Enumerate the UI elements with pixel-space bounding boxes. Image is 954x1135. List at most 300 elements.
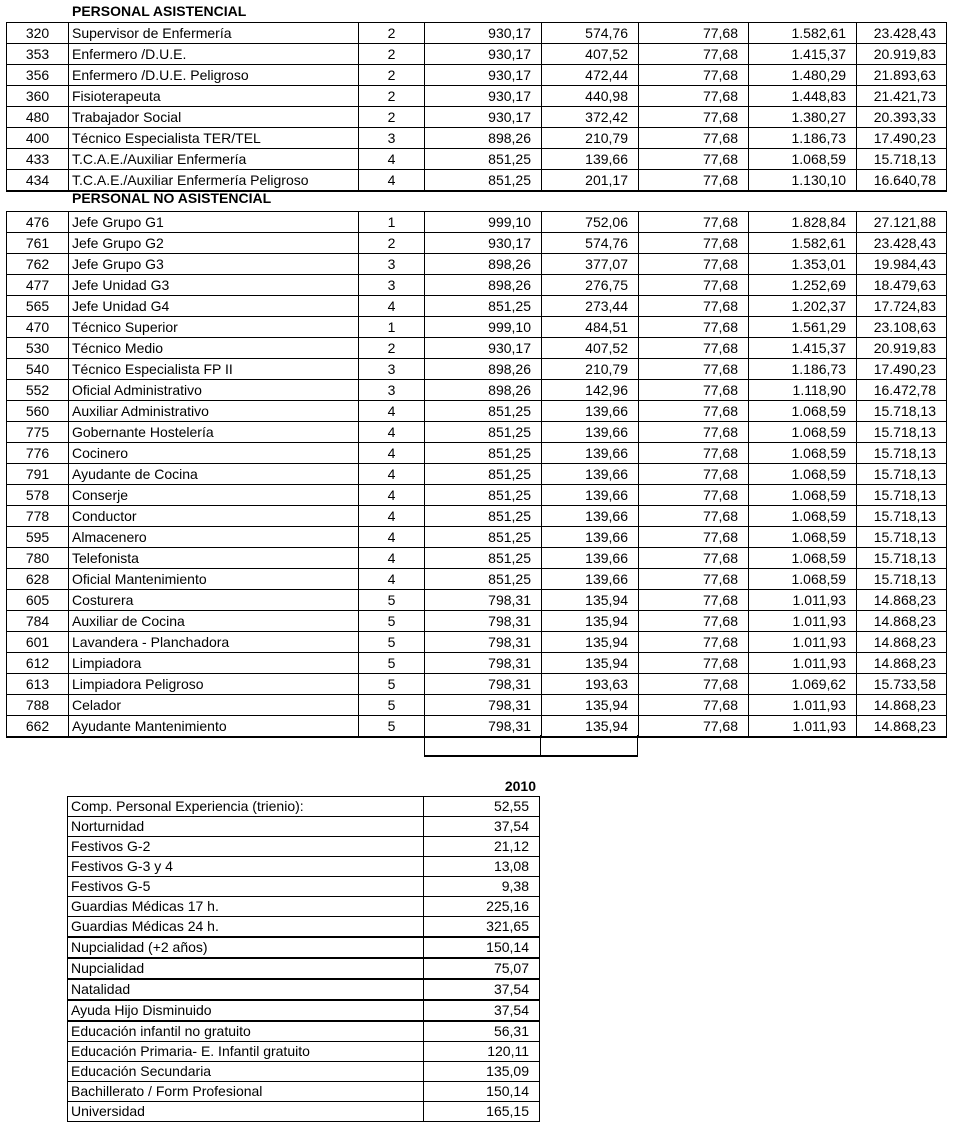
cell-plus: 77,68 [639,212,749,233]
cell-plus: 77,68 [639,128,749,149]
cell-category: Auxiliar de Cocina [69,611,359,632]
cell-group: 3 [359,254,425,275]
table-row [7,674,947,695]
cell-salary-base: 851,25 [425,548,542,569]
table-row [68,797,540,817]
cell-annual-total: 27.121,88 [857,212,947,233]
cell-plus: 77,68 [639,506,749,527]
cell-category: Limpiadora Peligroso [69,674,359,695]
cell-salary-base: 851,25 [425,443,542,464]
cell-annual-total: 15.718,13 [857,527,947,548]
table-row [7,86,947,107]
table-row [7,716,947,738]
cell-code: 775 [7,422,69,443]
table-row [68,1102,540,1122]
cell-plus: 77,68 [639,422,749,443]
cell-monthly-total: 1.561,29 [749,317,857,338]
cell-monthly-total: 1.828,84 [749,212,857,233]
table-row [7,170,947,192]
cell-group: 2 [359,23,425,44]
cell-category: Almacenero [69,527,359,548]
cell-complement: 210,79 [542,359,639,380]
cell-plus: 77,68 [639,674,749,695]
table-row [7,695,947,716]
table-row [7,485,947,506]
cell-plus: 77,68 [639,695,749,716]
cell-annual-total: 19.984,43 [857,254,947,275]
cell-salary-base: 898,26 [425,254,542,275]
cell-group: 3 [359,128,425,149]
cell-annual-total: 21.421,73 [857,86,947,107]
cell-annual-total: 20.393,33 [857,107,947,128]
extras-amount: 135,09 [424,1062,540,1082]
table-row [7,590,947,611]
cell-monthly-total: 1.186,73 [749,128,857,149]
cell-salary-base: 851,25 [425,401,542,422]
cell-group: 5 [359,695,425,716]
extras-concept: Nupcialidad (+2 años) [68,937,424,958]
blank-cell-2 [540,735,638,757]
cell-complement: 135,94 [542,695,639,716]
cell-plus: 77,68 [639,170,749,192]
cell-category: Auxiliar Administrativo [69,401,359,422]
cell-group: 5 [359,716,425,738]
extras-concept: Norturnidad [68,817,424,837]
cell-monthly-total: 1.011,93 [749,695,857,716]
cell-complement: 139,66 [542,443,639,464]
cell-code: 761 [7,233,69,254]
cell-plus: 77,68 [639,233,749,254]
cell-monthly-total: 1.068,59 [749,464,857,485]
cell-monthly-total: 1.068,59 [749,401,857,422]
table-row [7,233,947,254]
table-row [68,1021,540,1042]
cell-group: 2 [359,107,425,128]
table-row [7,23,947,44]
cell-group: 4 [359,506,425,527]
cell-annual-total: 14.868,23 [857,653,947,674]
cell-annual-total: 14.868,23 [857,632,947,653]
cell-annual-total: 20.919,83 [857,338,947,359]
cell-salary-base: 798,31 [425,653,542,674]
table-row [7,653,947,674]
cell-salary-base: 851,25 [425,569,542,590]
cell-annual-total: 14.868,23 [857,590,947,611]
cell-annual-total: 15.718,13 [857,443,947,464]
cell-annual-total: 15.718,13 [857,485,947,506]
cell-salary-base: 999,10 [425,317,542,338]
cell-complement: 210,79 [542,128,639,149]
cell-plus: 77,68 [639,380,749,401]
extras-amount: 321,65 [424,917,540,938]
cell-plus: 77,68 [639,107,749,128]
cell-salary-base: 898,26 [425,380,542,401]
cell-category: Limpiadora [69,653,359,674]
cell-annual-total: 14.868,23 [857,695,947,716]
table-row [7,401,947,422]
cell-monthly-total: 1.353,01 [749,254,857,275]
table-row [7,128,947,149]
cell-monthly-total: 1.068,59 [749,149,857,170]
cell-annual-total: 18.479,63 [857,275,947,296]
extras-amount: 165,15 [424,1102,540,1122]
cell-plus: 77,68 [639,275,749,296]
cell-monthly-total: 1.069,62 [749,674,857,695]
cell-code: 470 [7,317,69,338]
cell-category: Lavandera - Planchadora [69,632,359,653]
cell-plus: 77,68 [639,716,749,738]
cell-category: Oficial Administrativo [69,380,359,401]
cell-group: 3 [359,380,425,401]
cell-plus: 77,68 [639,359,749,380]
cell-salary-base: 798,31 [425,611,542,632]
salary-table-no-asistencial [6,211,947,738]
cell-plus: 77,68 [639,590,749,611]
cell-group: 4 [359,170,425,192]
cell-code: 780 [7,548,69,569]
cell-group: 2 [359,65,425,86]
cell-salary-base: 930,17 [425,86,542,107]
cell-complement: 752,06 [542,212,639,233]
cell-code: 477 [7,275,69,296]
cell-category: Jefe Unidad G3 [69,275,359,296]
cell-salary-base: 898,26 [425,128,542,149]
cell-salary-base: 851,25 [425,170,542,192]
cell-category: Cocinero [69,443,359,464]
cell-salary-base: 930,17 [425,23,542,44]
cell-code: 788 [7,695,69,716]
cell-monthly-total: 1.068,59 [749,569,857,590]
cell-category: Costurera [69,590,359,611]
cell-annual-total: 14.868,23 [857,716,947,738]
cell-salary-base: 798,31 [425,716,542,738]
table-row [7,443,947,464]
table-row [68,877,540,897]
cell-annual-total: 15.718,13 [857,569,947,590]
cell-complement: 135,94 [542,632,639,653]
cell-monthly-total: 1.202,37 [749,296,857,317]
cell-salary-base: 851,25 [425,527,542,548]
cell-monthly-total: 1.415,37 [749,338,857,359]
cell-code: 613 [7,674,69,695]
cell-plus: 77,68 [639,632,749,653]
cell-group: 5 [359,674,425,695]
cell-category: Técnico Especialista FP II [69,359,359,380]
cell-annual-total: 15.718,13 [857,422,947,443]
table-row [7,548,947,569]
cell-monthly-total: 1.252,69 [749,275,857,296]
cell-complement: 142,96 [542,380,639,401]
cell-monthly-total: 1.130,10 [749,170,857,192]
cell-code: 595 [7,527,69,548]
cell-group: 1 [359,317,425,338]
cell-complement: 377,07 [542,254,639,275]
cell-annual-total: 20.919,83 [857,44,947,65]
extras-concept: Nupcialidad [68,958,424,979]
cell-salary-base: 798,31 [425,590,542,611]
cell-code: 400 [7,128,69,149]
cell-annual-total: 15.718,13 [857,548,947,569]
cell-group: 4 [359,527,425,548]
cell-annual-total: 17.490,23 [857,359,947,380]
cell-code: 356 [7,65,69,86]
cell-code: 560 [7,401,69,422]
cell-annual-total: 15.718,13 [857,506,947,527]
extras-concept: Educación Secundaria [68,1062,424,1082]
cell-monthly-total: 1.068,59 [749,527,857,548]
cell-category: Ayudante Mantenimiento [69,716,359,738]
cell-plus: 77,68 [639,338,749,359]
cell-category: Conserje [69,485,359,506]
cell-salary-base: 798,31 [425,695,542,716]
cell-complement: 440,98 [542,86,639,107]
table-row [7,359,947,380]
cell-category: Trabajador Social [69,107,359,128]
cell-monthly-total: 1.011,93 [749,611,857,632]
cell-monthly-total: 1.011,93 [749,590,857,611]
extras-amount: 37,54 [424,1000,540,1021]
cell-code: 434 [7,170,69,192]
cell-complement: 139,66 [542,527,639,548]
cell-annual-total: 15.718,13 [857,464,947,485]
extras-amount: 150,14 [424,1082,540,1102]
table-row [7,338,947,359]
cell-complement: 135,94 [542,653,639,674]
cell-annual-total: 21.893,63 [857,65,947,86]
cell-group: 4 [359,149,425,170]
extras-concept: Guardias Médicas 24 h. [68,917,424,938]
cell-code: 530 [7,338,69,359]
cell-salary-base: 851,25 [425,464,542,485]
cell-plus: 77,68 [639,149,749,170]
cell-monthly-total: 1.068,59 [749,548,857,569]
table-row [68,837,540,857]
cell-complement: 139,66 [542,569,639,590]
cell-salary-base: 930,17 [425,338,542,359]
cell-salary-base: 930,17 [425,44,542,65]
cell-group: 4 [359,548,425,569]
cell-group: 4 [359,485,425,506]
cell-monthly-total: 1.582,61 [749,23,857,44]
cell-salary-base: 930,17 [425,65,542,86]
cell-code: 778 [7,506,69,527]
cell-group: 4 [359,569,425,590]
table-row [7,527,947,548]
cell-monthly-total: 1.068,59 [749,443,857,464]
cell-complement: 135,94 [542,590,639,611]
extras-amount: 120,11 [424,1042,540,1062]
cell-category: Celador [69,695,359,716]
cell-complement: 407,52 [542,44,639,65]
table-row [7,380,947,401]
cell-monthly-total: 1.068,59 [749,422,857,443]
cell-group: 5 [359,632,425,653]
cell-code: 578 [7,485,69,506]
extras-amount: 21,12 [424,837,540,857]
cell-group: 4 [359,296,425,317]
table-row [68,1082,540,1102]
cell-category: Jefe Grupo G1 [69,212,359,233]
cell-plus: 77,68 [639,653,749,674]
table-row [68,1042,540,1062]
cell-plus: 77,68 [639,401,749,422]
extras-amount: 56,31 [424,1021,540,1042]
cell-code: 320 [7,23,69,44]
cell-code: 601 [7,632,69,653]
extras-concept: Educación Primaria- E. Infantil gratuito [68,1042,424,1062]
cell-category: Conductor [69,506,359,527]
cell-code: 784 [7,611,69,632]
cell-monthly-total: 1.186,73 [749,359,857,380]
cell-annual-total: 23.108,63 [857,317,947,338]
cell-group: 2 [359,338,425,359]
table-row [68,917,540,938]
cell-group: 3 [359,359,425,380]
cell-group: 4 [359,443,425,464]
extras-concept: Natalidad [68,979,424,1000]
cell-annual-total: 15.718,13 [857,401,947,422]
cell-plus: 77,68 [639,569,749,590]
cell-group: 5 [359,611,425,632]
cell-category: Técnico Medio [69,338,359,359]
cell-salary-base: 798,31 [425,674,542,695]
cell-monthly-total: 1.118,90 [749,380,857,401]
blank-cell-1 [424,735,541,757]
table-row [7,464,947,485]
cell-salary-base: 999,10 [425,212,542,233]
cell-monthly-total: 1.415,37 [749,44,857,65]
cell-category: Jefe Grupo G2 [69,233,359,254]
cell-group: 2 [359,86,425,107]
section-title-asistencial: PERSONAL ASISTENCIAL [72,3,247,19]
table-row [7,149,947,170]
extras-concept: Guardias Médicas 17 h. [68,897,424,917]
extras-concept: Festivos G-2 [68,837,424,857]
extras-concept: Ayuda Hijo Disminuido [68,1000,424,1021]
cell-category: T.C.A.E./Auxiliar Enfermería Peligroso [69,170,359,192]
cell-salary-base: 851,25 [425,149,542,170]
cell-complement: 201,17 [542,170,639,192]
cell-salary-base: 930,17 [425,107,542,128]
cell-code: 762 [7,254,69,275]
cell-salary-base: 851,25 [425,296,542,317]
cell-code: 540 [7,359,69,380]
table-row [7,44,947,65]
cell-category: Fisioterapeuta [69,86,359,107]
cell-category: Enfermero /D.U.E. Peligroso [69,65,359,86]
cell-annual-total: 15.718,13 [857,149,947,170]
cell-plus: 77,68 [639,86,749,107]
cell-annual-total: 17.490,23 [857,128,947,149]
cell-code: 776 [7,443,69,464]
cell-complement: 372,42 [542,107,639,128]
cell-monthly-total: 1.011,93 [749,632,857,653]
table-row [7,254,947,275]
section-title-no-asistencial: PERSONAL NO ASISTENCIAL [72,190,272,206]
cell-code: 552 [7,380,69,401]
cell-group: 1 [359,212,425,233]
table-row [68,1000,540,1021]
salary-table-asistencial [6,22,947,192]
cell-category: Jefe Unidad G4 [69,296,359,317]
cell-salary-base: 851,25 [425,422,542,443]
cell-salary-base: 851,25 [425,506,542,527]
cell-salary-base: 851,25 [425,485,542,506]
cell-group: 5 [359,590,425,611]
cell-complement: 139,66 [542,464,639,485]
extras-amount: 52,55 [424,797,540,817]
extras-amount: 225,16 [424,897,540,917]
cell-code: 662 [7,716,69,738]
extras-amount: 13,08 [424,857,540,877]
cell-plus: 77,68 [639,65,749,86]
cell-plus: 77,68 [639,443,749,464]
table-row [68,1062,540,1082]
table-row [7,107,947,128]
cell-plus: 77,68 [639,548,749,569]
cell-monthly-total: 1.011,93 [749,716,857,738]
cell-category: Supervisor de Enfermería [69,23,359,44]
table-row [68,857,540,877]
cell-monthly-total: 1.480,29 [749,65,857,86]
extras-concept: Comp. Personal Experiencia (trienio): [68,797,424,817]
cell-group: 4 [359,464,425,485]
cell-group: 5 [359,653,425,674]
cell-salary-base: 798,31 [425,632,542,653]
cell-code: 353 [7,44,69,65]
cell-complement: 574,76 [542,23,639,44]
cell-complement: 407,52 [542,338,639,359]
cell-category: Jefe Grupo G3 [69,254,359,275]
cell-plus: 77,68 [639,317,749,338]
table-row [7,632,947,653]
table-row [7,275,947,296]
table-row [68,958,540,979]
cell-annual-total: 23.428,43 [857,233,947,254]
cell-group: 3 [359,275,425,296]
cell-plus: 77,68 [639,23,749,44]
cell-annual-total: 17.724,83 [857,296,947,317]
cell-complement: 135,94 [542,716,639,738]
cell-category: Técnico Superior [69,317,359,338]
cell-code: 480 [7,107,69,128]
table-row [7,569,947,590]
cell-monthly-total: 1.068,59 [749,506,857,527]
cell-salary-base: 898,26 [425,359,542,380]
cell-code: 628 [7,569,69,590]
extras-concept: Festivos G-5 [68,877,424,897]
cell-plus: 77,68 [639,296,749,317]
extras-concept: Bachillerato / Form Profesional [68,1082,424,1102]
cell-category: T.C.A.E./Auxiliar Enfermería [69,149,359,170]
cell-plus: 77,68 [639,254,749,275]
cell-group: 2 [359,233,425,254]
table-row [68,937,540,958]
cell-code: 565 [7,296,69,317]
table-row [7,506,947,527]
cell-code: 612 [7,653,69,674]
cell-monthly-total: 1.582,61 [749,233,857,254]
cell-category: Técnico Especialista TER/TEL [69,128,359,149]
cell-complement: 139,66 [542,422,639,443]
extras-concept: Universidad [68,1102,424,1122]
cell-complement: 139,66 [542,149,639,170]
cell-complement: 139,66 [542,485,639,506]
extras-year-header: 2010 [504,778,536,794]
cell-code: 791 [7,464,69,485]
cell-annual-total: 14.868,23 [857,611,947,632]
cell-category: Ayudante de Cocina [69,464,359,485]
